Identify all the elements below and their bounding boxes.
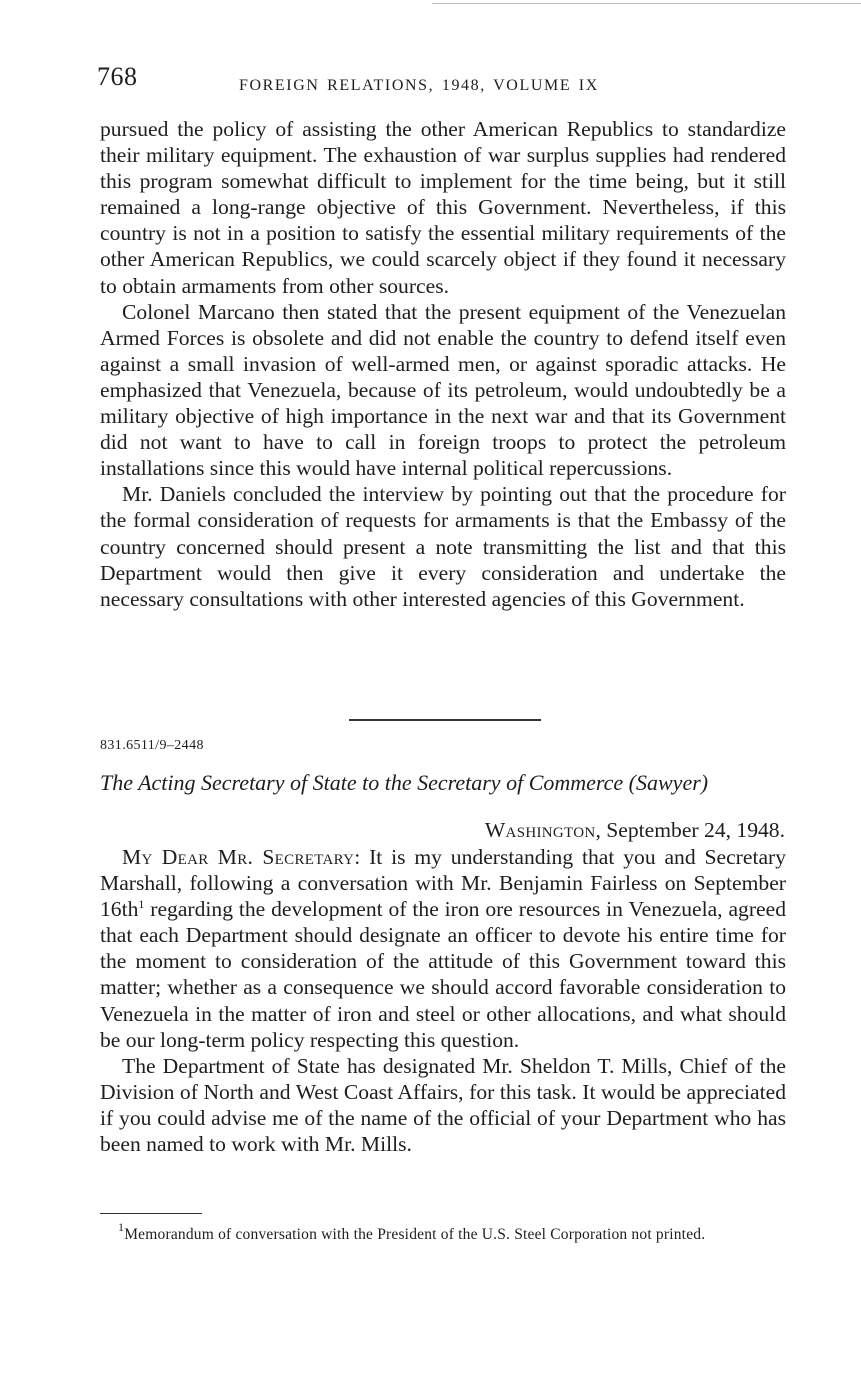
footnote-text: Memorandum of conversation with the President of the U.S. Steel Corporation not printed. xyxy=(124,1226,706,1243)
dateline-place: Washington xyxy=(484,818,596,842)
section-continued-text xyxy=(100,116,786,612)
document-title: The Acting Secretary of State to the Secretary of Commerce (Sawyer) xyxy=(100,770,709,795)
letter-paragraph-1-part1: : It is my understanding that you and Secretary Marshall, following a conversation with Mr. Benjamin Fairless on September 16th xyxy=(100,845,787,922)
letter-paragraph-1 xyxy=(100,844,786,1053)
dateline xyxy=(485,818,785,843)
footnote-body xyxy=(102,1220,788,1244)
dateline-date: , September 24, 1948. xyxy=(595,818,785,842)
page-header xyxy=(97,62,787,102)
running-head: FOREIGN RELATIONS, 1948, VOLUME IX xyxy=(239,77,599,94)
footnote-marker: 1 xyxy=(118,1220,125,1234)
file-number: 831.6511/9–2448 xyxy=(100,738,204,753)
letter-paragraph-2: The Department of State has designated Mr. Sheldon T. Mills, Chief of the Division of North and West Coast Affairs, for this task. It would be appreciated if you could advise me of the name of the official of your Department who has been named to work with Mr. Mills. xyxy=(100,1053,786,1157)
footnote-divider xyxy=(100,1213,202,1214)
paragraph-continued: pursued the policy of assisting the other American Republics to standardize their military equipment. The exhaustion of war surplus supplies had rendered this program somewhat difficult to implement for the time being, but it still remained a long-range objective of this Government. Nevertheless, if this country is not in a position to satisfy the essential military requirements of the other American Republics, we could scarcely object if they found it necessary to obtain armaments from other sources. xyxy=(100,117,786,298)
paragraph-daniels: Mr. Daniels concluded the interview by pointing out that the procedure for the formal consideration of requests for armaments is that the Embassy of the country concerned should present a note transmitting the list and that this Department would then give it every consideration and undertake the necessary consultations with other interested agencies of this Government. xyxy=(100,482,786,611)
letter-paragraph-1-part2: regarding the development of the iron ore resources in Venezuela, agreed that each Department should designate an officer to devote his entire time for the moment to consideration of the attitude of this Government toward this matter; whether as a consequence we should accord favorable consideration to Venezuela in the matter of iron and steel or other allocations, and what should be our long-term policy respecting this question. xyxy=(100,897,786,1052)
letter-body xyxy=(100,844,786,1157)
footnote xyxy=(102,1220,788,1244)
section-divider xyxy=(349,719,541,721)
page-number: 768 xyxy=(97,62,138,91)
footnote-reference[interactable]: 1 xyxy=(138,897,145,912)
salutation: My Dear Mr. Secretary xyxy=(122,845,355,869)
paragraph-marcano: Colonel Marcano then stated that the present equipment of the Venezuelan Armed Forces is obsolete and did not enable the country to defend itself even against a small invasion of well-armed men, or against sporadic attacks. He emphasized that Venezuela, because of its petroleum, would undoubtedly be a military objective of high importance in the next war and that its Government did not want to have to call in foreign troops to protect the petroleum installations since this would have internal political repercussions. xyxy=(100,299,786,481)
scan-edge-line xyxy=(432,3,861,4)
